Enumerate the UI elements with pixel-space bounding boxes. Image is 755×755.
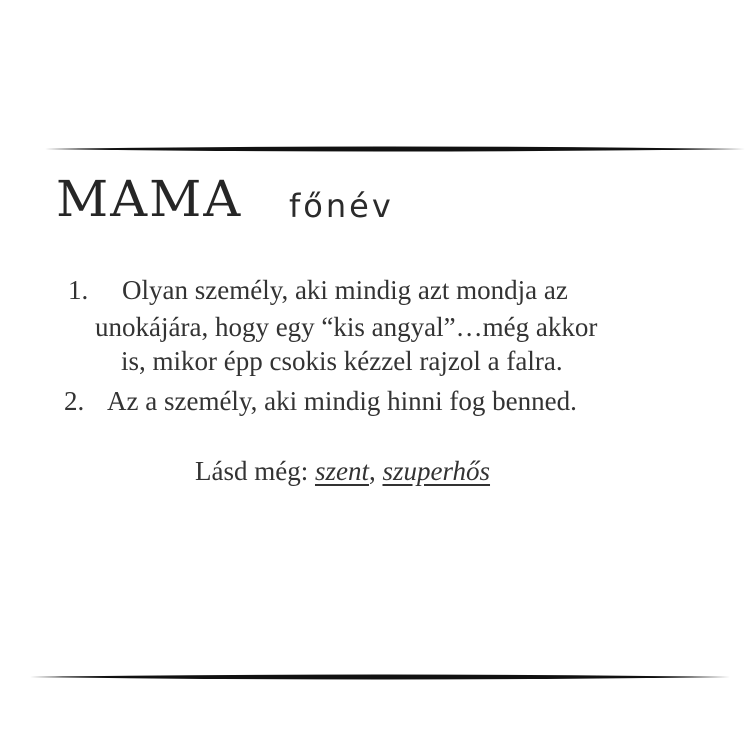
headword: MAMA [56, 170, 243, 228]
definition-line: is, mikor épp csokis kézzel rajzol a falra. [121, 346, 563, 376]
see-also-link-szuperhos[interactable]: szuperhős [382, 456, 491, 486]
see-also [195, 456, 490, 487]
bottom-divider [0, 671, 755, 683]
definition-line: unokájára, hogy egy “kis angyal”…még akkor [95, 312, 598, 342]
definition-line: Olyan személy, aki mindig azt mondja az [122, 275, 568, 305]
top-divider [0, 143, 755, 155]
definition-number: 1. [68, 275, 89, 305]
definition-number: 2. [64, 386, 85, 416]
see-also-separator: , [368, 456, 376, 486]
definition-line: Az a személy, aki mindig hinni fog benned. [107, 386, 577, 416]
part-of-speech: főnév [289, 187, 394, 225]
see-also-label: Lásd még: [195, 456, 309, 486]
see-also-link-szent[interactable]: szent [314, 456, 369, 486]
